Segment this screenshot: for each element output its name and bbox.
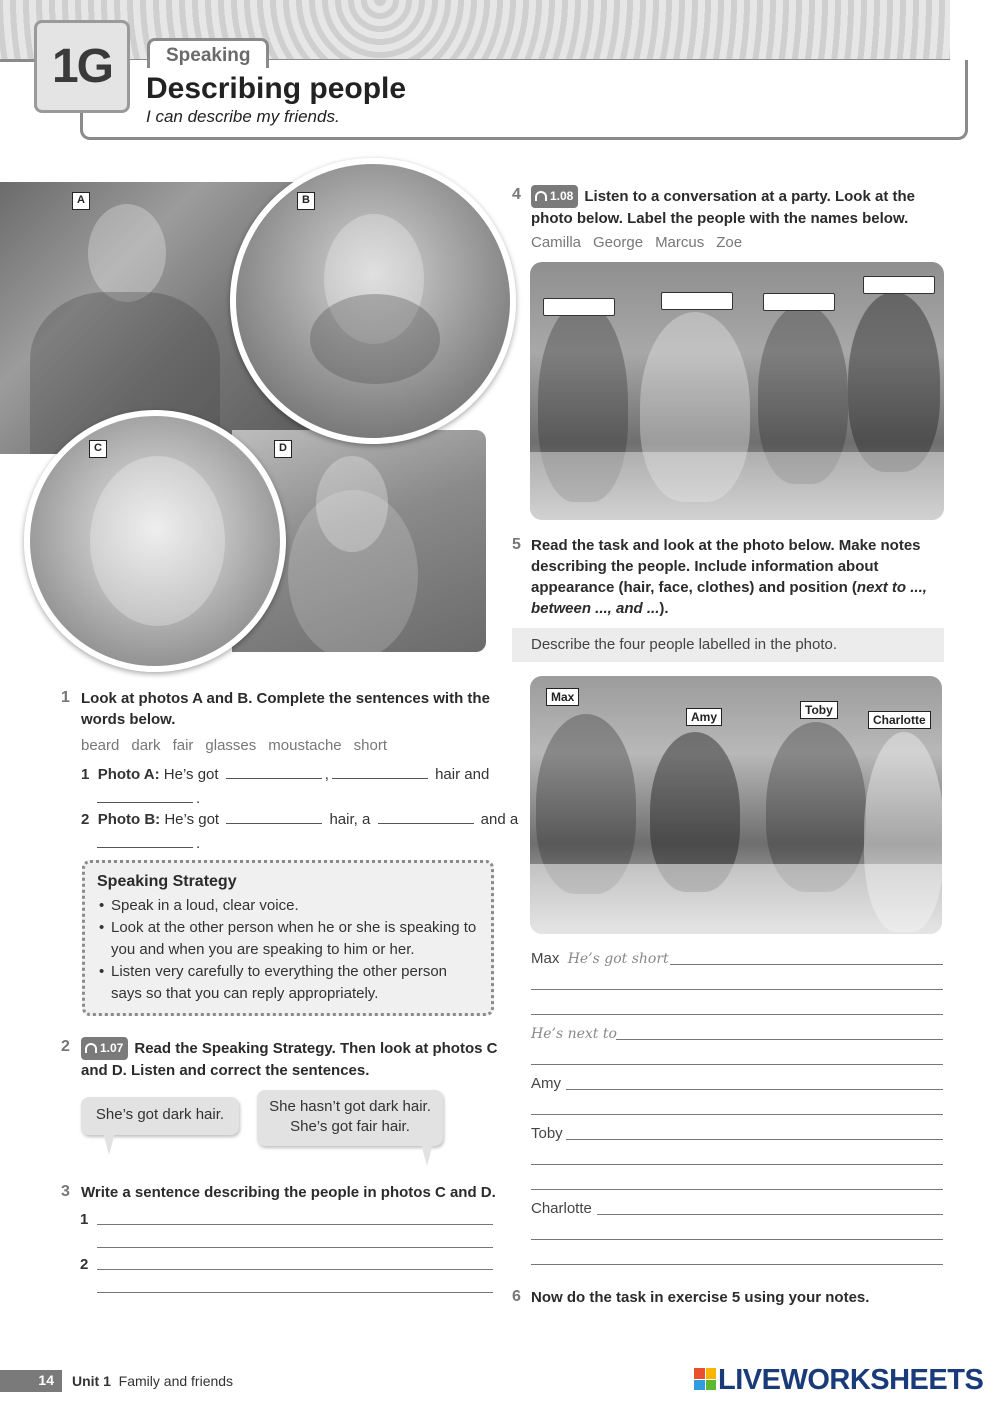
word: glasses — [205, 737, 257, 754]
audio-track-badge[interactable]: 1.08 — [531, 185, 578, 208]
ex1-item-2-cont: . — [97, 834, 200, 852]
name-label-box[interactable] — [763, 293, 835, 311]
name-option: Camilla — [531, 234, 582, 251]
ex3-item-1-number: 1 — [80, 1211, 89, 1228]
name-tag-toby: Toby — [800, 701, 838, 719]
photo-d-hair — [288, 490, 418, 652]
answer-blank[interactable] — [226, 810, 322, 824]
page-number: 14 — [0, 1370, 62, 1392]
photo-c-face — [90, 456, 225, 626]
bubble-tail — [103, 1133, 115, 1155]
person-silhouette — [848, 292, 940, 472]
speech-bubble-1: She’s got dark hair. — [81, 1097, 239, 1135]
note-line[interactable] — [566, 1089, 943, 1090]
headphones-icon — [535, 191, 547, 201]
ex1-item-1: 1 Photo A: He’s got , hair and — [81, 766, 490, 783]
name-tag-amy: Amy — [686, 708, 722, 726]
ex2-number: 2 — [61, 1038, 70, 1055]
strategy-point: • Look at the other person when he or she is speaking to you and when you are speaking to him or her. — [97, 917, 479, 961]
photo-label-c: C — [89, 440, 107, 458]
ex1-instruction: Look at photos A and B. Complete the sentences with the words below. — [81, 690, 490, 728]
note-max: Max He’s got short — [531, 950, 669, 967]
liveworksheets-logo[interactable]: LIVEWORKSHEETS — [718, 1364, 984, 1396]
photo-label-a: A — [72, 192, 90, 210]
word: short — [353, 737, 387, 754]
section-tab: Speaking — [147, 38, 269, 68]
note-line[interactable] — [531, 1114, 943, 1115]
answer-blank[interactable] — [332, 765, 428, 779]
name-option: Marcus — [655, 234, 705, 251]
strategy-point: • Speak in a loud, clear voice. — [97, 895, 479, 917]
ex6-instruction: Now do the task in exercise 5 using your notes. — [531, 1289, 870, 1306]
name-label-box[interactable] — [543, 298, 615, 316]
answer-line[interactable] — [97, 1269, 493, 1270]
note-charlotte: Charlotte — [531, 1200, 592, 1217]
photo-a-face — [88, 204, 166, 302]
note-toby: Toby — [531, 1125, 563, 1142]
note-next-to: He’s next to — [531, 1026, 617, 1042]
word: dark — [131, 737, 161, 754]
ex3-item-2-number: 2 — [80, 1256, 89, 1273]
name-label-box[interactable] — [661, 292, 733, 310]
dinner-table — [530, 864, 942, 934]
footer-unit: Unit 1 Family and friends — [72, 1373, 234, 1389]
answer-blank[interactable] — [226, 765, 322, 779]
page-title: Describing people — [146, 72, 407, 105]
ex3-number: 3 — [61, 1183, 70, 1200]
note-line[interactable] — [531, 989, 943, 990]
party-table — [530, 452, 944, 520]
answer-blank[interactable] — [97, 834, 193, 848]
audio-track-badge[interactable]: 1.07 — [81, 1037, 128, 1060]
ex1-item-2: 2 Photo B: He’s got hair, a and a — [81, 811, 519, 828]
bubble-tail — [421, 1144, 433, 1166]
ex4-number: 4 — [512, 186, 521, 203]
answer-blank[interactable] — [97, 789, 193, 803]
speaking-strategy-box — [82, 860, 494, 1016]
page-subtitle: I can describe my friends. — [146, 107, 340, 126]
photo-label-b: B — [297, 192, 315, 210]
note-line[interactable] — [670, 964, 943, 965]
note-line[interactable] — [566, 1139, 943, 1140]
name-label-box[interactable] — [863, 276, 935, 294]
answer-line[interactable] — [97, 1292, 493, 1293]
note-line[interactable] — [531, 1189, 943, 1190]
ex4-instruction: 1.08 Listen to a conversation at a party. Look at the photo below. Label the people with the names below. — [531, 185, 915, 229]
note-line[interactable] — [616, 1039, 943, 1040]
photo-b — [230, 158, 516, 444]
task-box: Describe the four people labelled in the photo. — [512, 628, 944, 662]
ex5-number: 5 — [512, 536, 521, 553]
ex6-number: 6 — [512, 1288, 521, 1305]
ex2-instruction: 1.07 Read the Speaking Strategy. Then look at photos C and D. Listen and correct the sentences. — [81, 1037, 497, 1081]
headphones-icon — [85, 1043, 97, 1053]
answer-line[interactable] — [97, 1224, 493, 1225]
name-option: George — [593, 234, 644, 251]
photo-c — [24, 410, 286, 672]
word: fair — [172, 737, 194, 754]
photo-label-d: D — [274, 440, 292, 458]
strategy-title: Speaking Strategy — [97, 873, 237, 890]
ex5-instruction: Read the task and look at the photo below. Make notes describing the people. Include information about appearance (hair, face, clothes) and position (next to ..., between ..., and ...). — [531, 537, 927, 617]
note-line[interactable] — [531, 1164, 943, 1165]
answer-blank[interactable] — [378, 810, 474, 824]
unit-badge: 1G — [34, 20, 130, 113]
word: beard — [81, 737, 120, 754]
ex4-names — [531, 234, 754, 251]
note-line[interactable] — [531, 1264, 943, 1265]
ex1-wordbank — [81, 737, 399, 754]
ex3-instruction: Write a sentence describing the people in photos C and D. — [81, 1184, 496, 1201]
name-option: Zoe — [716, 234, 743, 251]
liveworksheets-logo-icon — [694, 1368, 716, 1390]
photo-b-beard — [310, 294, 440, 384]
note-line[interactable] — [597, 1214, 943, 1215]
answer-line[interactable] — [97, 1247, 493, 1248]
name-tag-max: Max — [546, 688, 579, 706]
note-amy: Amy — [531, 1075, 561, 1092]
ex1-number: 1 — [61, 689, 70, 706]
note-line[interactable] — [531, 1239, 943, 1240]
header-pattern-band — [0, 0, 950, 62]
strategy-point: • Listen very carefully to everything the other person says so that you can reply appropriately. — [97, 961, 479, 1005]
note-line[interactable] — [531, 1014, 943, 1015]
word: moustache — [268, 737, 342, 754]
note-line[interactable] — [531, 1064, 943, 1065]
name-tag-charlotte: Charlotte — [868, 711, 931, 729]
speech-bubble-2: She hasn’t got dark hair. She’s got fair hair. — [257, 1090, 443, 1146]
ex1-item-1-cont: . — [97, 789, 200, 807]
